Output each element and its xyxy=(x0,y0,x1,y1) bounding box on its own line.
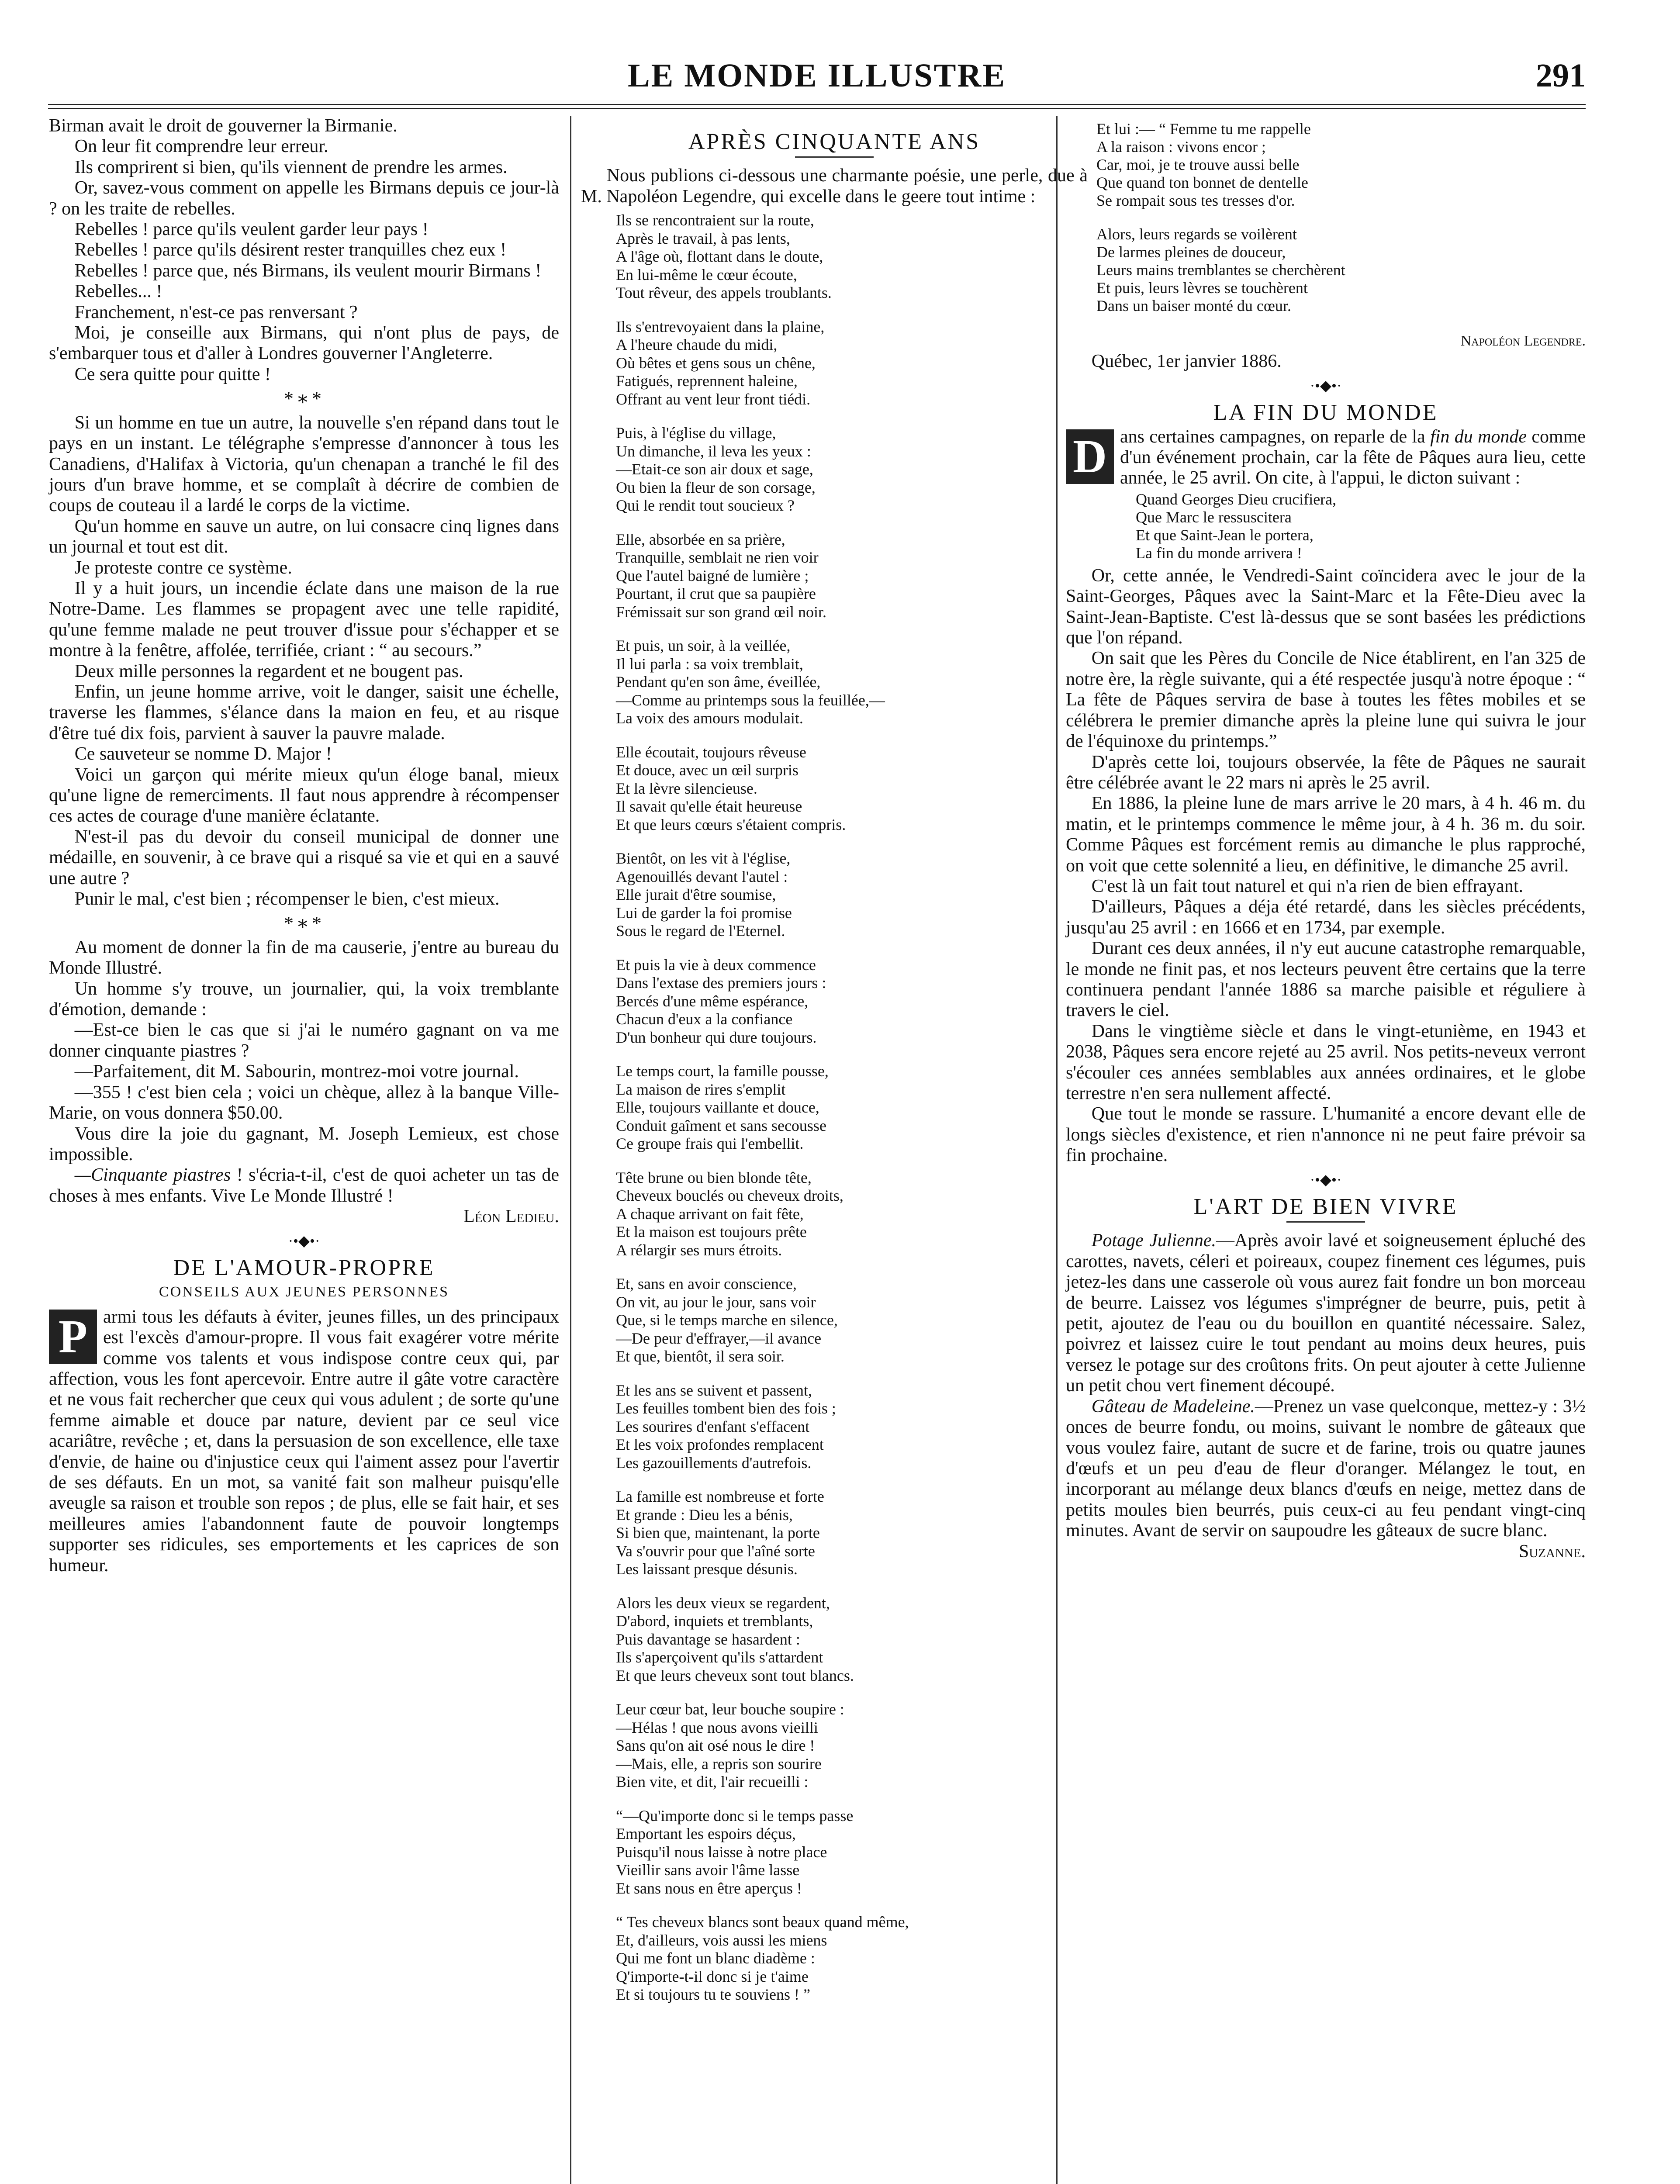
paragraph: N'est-il pas du devoir du conseil municipal de donner une médaille, en souvenir, à ce brave qui a risqué sa vie et qui en a sauvé une autre ? xyxy=(49,826,559,888)
author-signature: Suzanne. xyxy=(1518,1541,1586,1562)
paragraph: Un homme s'y trouve, un journalier, qui, la voix tremblante d'émotion, demande : xyxy=(49,978,559,1020)
article-title: LA FIN DU MONDE xyxy=(1213,400,1438,425)
article-title: DE L'AMOUR-PROPRE xyxy=(173,1255,435,1280)
poem-stanza xyxy=(616,531,1088,622)
poem-line: On vit, au jour le jour, sans voir xyxy=(616,1293,816,1311)
poem-line: Pendant qu'en son âme, éveillée, xyxy=(616,673,821,691)
poem-line: Ou bien la fleur de son corsage, xyxy=(616,478,816,496)
paragraph xyxy=(1066,427,1586,489)
poem-line: Elle écoutait, toujours rêveuse xyxy=(616,743,806,761)
poem xyxy=(616,211,1088,2004)
recipe-title: Gâteau de Madeleine. xyxy=(1091,1396,1255,1417)
poem-stanza xyxy=(616,850,1088,940)
poem-line: Et puis la vie à deux commence xyxy=(616,956,816,974)
drop-cap: P xyxy=(49,1310,97,1364)
article-subtitle: CONSEILS AUX JEUNES PERSONNES xyxy=(159,1284,449,1300)
paragraph-text: comme d'un événement prochain, car la fête de Pâques aura lieu, cette année, le 25 avril. On cite, à l'appui, le dicton suivant : xyxy=(1120,426,1586,488)
poem-line: Les gazouillements d'autrefois. xyxy=(616,1454,812,1472)
paragraph: D'ailleurs, Pâques a déja été retardé, dans les siècles précédents, jusqu'au 25 avril : en 1666 et en 1734, par exemple. xyxy=(1066,897,1586,938)
column-1 xyxy=(49,116,559,1576)
poem-line: Emportant les espoirs déçus, xyxy=(616,1825,796,1843)
paragraph: Nous publions ci-dessous une charmante poésie, une perle, due à M. Napoléon Legendre, qui excelle dans le geere tout intime : xyxy=(581,166,1088,207)
poem-stanza xyxy=(616,1807,1088,1898)
paragraph xyxy=(49,1165,559,1206)
poem-line: Tout rêveur, des appels troublants. xyxy=(616,284,832,302)
poem-line: Et que, bientôt, il sera soir. xyxy=(616,1348,785,1365)
title-rule xyxy=(795,156,874,158)
poem-line: Et, sans en avoir conscience, xyxy=(616,1275,797,1293)
newspaper-title: LE MONDE ILLUSTRE xyxy=(627,57,1006,94)
poem-line: La voix des amours modulait. xyxy=(616,709,803,727)
poem-line: Ce groupe frais qui l'embellit. xyxy=(616,1135,804,1153)
poem-line: Elle, absorbée en sa prière, xyxy=(616,530,785,548)
author-signature: Léon Ledieu. xyxy=(463,1206,559,1227)
poem-stanza xyxy=(616,637,1088,728)
poem-line: Et puis, leurs lèvres se touchèrent xyxy=(1096,279,1308,297)
verse-line: Que Marc le ressuscitera xyxy=(1136,508,1292,526)
paragraph: D'après cette loi, toujours observée, la fête de Pâques ne saurait être célébrée avant le 22 mars ni après le 25 avril. xyxy=(1066,752,1586,793)
column-divider-1 xyxy=(570,116,571,2184)
paragraph: C'est là un fait tout naturel et qui n'a rien de bien effrayant. xyxy=(1091,876,1523,896)
poem-line: Il lui parla : sa voix tremblait, xyxy=(616,655,803,673)
poem-stanza xyxy=(616,211,1088,302)
poem-line: “ Tes cheveux blancs sont beaux quand même, xyxy=(616,1913,909,1931)
verse-line: Quand Georges Dieu crucifiera, xyxy=(1136,490,1337,508)
poem-line: Dans un baiser monté du cœur. xyxy=(1096,297,1291,314)
poem-line: Conduit gaîment et sans secousse xyxy=(616,1116,826,1134)
article-title: APRÈS CINQUANTE ANS xyxy=(688,129,981,154)
paragraph: Rebelles ! parce que, nés Birmans, ils veulent mourir Birmans ! xyxy=(74,260,542,281)
paragraph: Moi, je conseille aux Birmans, qui n'ont plus de pays, de s'embarquer tous et d'aller à Londres gouverner l'Angleterre. xyxy=(49,323,559,364)
poem-line: Qui le rendit tout soucieux ? xyxy=(616,497,795,515)
poem-line: Et les voix profondes remplacent xyxy=(616,1436,824,1454)
poem-line: Un dimanche, il leva les yeux : xyxy=(616,442,811,460)
poem-line: Et la lèvre silencieuse. xyxy=(616,779,757,797)
poem-line: A l'âge où, flottant dans le doute, xyxy=(616,248,823,266)
poem-line: Ils s'aperçoivent qu'ils s'attardent xyxy=(616,1648,823,1666)
paragraph: —Est-ce bien le cas que si j'ai le numéro gagnant on va me donner cinquante piastres ? xyxy=(49,1020,559,1061)
italic-phrase: —Cinquante piastres xyxy=(74,1165,231,1185)
paragraph: Au moment de donner la fin de ma causerie, j'entre au bureau du Monde Illustré. xyxy=(49,937,559,978)
poem-line: —Etait-ce son air doux et sage, xyxy=(616,460,813,478)
paragraph xyxy=(1066,1230,1586,1396)
column-3 xyxy=(1066,116,1586,1562)
paragraph xyxy=(1066,1396,1586,1541)
poem-line: Frémissait sur son grand œil noir. xyxy=(616,603,826,621)
poem-line: Puisqu'il nous laisse à notre place xyxy=(616,1843,827,1861)
paragraph: Je proteste contre ce système. xyxy=(74,557,292,578)
paragraph-text: ! s'écria-t-il, c'est de quoi acheter un tas de choses à mes enfants. Vive Le Monde Illustré ! xyxy=(49,1165,559,1206)
paragraph: Ce sera quitte pour quitte ! xyxy=(74,364,271,384)
poem-line: De larmes pleines de douceur, xyxy=(1096,243,1286,261)
paragraph: —355 ! c'est bien cela ; voici un chèque, allez à la banque Ville-Marie, on vous donnera $50.00. xyxy=(49,1082,559,1123)
poem-line: Les laissant presque désunis. xyxy=(616,1560,798,1578)
poem-line: Leurs mains tremblantes se cherchèrent xyxy=(1096,261,1345,279)
paragraph: Durant ces deux années, il n'y eut aucune catastrophe remarquable, le monde ne finit pas, et nos lecteurs peuvent être certains que la terre continuera pendant l'année 1886 sa marche paisible et réguliere à travers le ciel. xyxy=(1066,938,1586,1021)
paragraph: En 1886, la pleine lune de mars arrive le 20 mars, à 4 h. 46 m. du matin, et le printemps commence le même jour, à 4 h. 36 m. du soir. Comme Pâques est forcément remis au dimanche le plus rapproché, on voit que cette solennité a lieu, en définitive, le dimanche 25 avril. xyxy=(1066,793,1586,876)
page-number: 291 xyxy=(1536,57,1586,94)
poem-line: D'un bonheur qui dure toujours. xyxy=(616,1028,817,1046)
paragraph: Il y a huit jours, un incendie éclate dans une maison de la rue Notre-Dame. Les flammes se propagent avec une telle rapidité, qu'une femme malade ne peut trouver d'issue pour s'échapper et se montre à la fenêtre, affolée, terrifiée, criant : “ au secours.” xyxy=(49,578,559,661)
poem-line: Que, si le temps marche en silence, xyxy=(616,1311,838,1329)
poem-stanza xyxy=(616,424,1088,515)
poem-line: Bercés d'une même espérance, xyxy=(616,992,809,1010)
poem-line: Et que leurs cheveux sont tout blancs. xyxy=(616,1666,854,1684)
poem-line: Bien vite, et dit, l'air recueilli : xyxy=(616,1773,809,1791)
poem-stanza xyxy=(616,1169,1088,1260)
paragraph-text: —Prenez un vase quelconque, mettez-y : 3½ onces de beurre fondu, ou moins, suivant le nombre de gâteaux que vous voulez faire, autant de sucre et de farine, trois ou quatre jaunes d'œufs et un peu d'eau de fleur d'oranger. Mélangez le tout, en incorporant au mélange deux blancs d'œufs en neige, mettez dans de petits moules bien beurrés, puis ceux-ci au feu pendant vingt-cinq minutes. Avant de servir on saupoudre les gâteaux de sucre blanc. xyxy=(1066,1396,1586,1541)
poem-line: Elle, toujours vaillante et douce, xyxy=(616,1099,819,1116)
poem-line: Et, d'ailleurs, vois aussi les miens xyxy=(616,1931,827,1949)
poem-stanza xyxy=(616,956,1088,1047)
poem-line: Où bêtes et gens sous un chêne, xyxy=(616,354,816,372)
paragraph: Punir le mal, c'est bien ; récompenser le bien, c'est mieux. xyxy=(74,889,500,909)
poem-stanza xyxy=(1096,120,1586,210)
poem-line: D'abord, inquiets et tremblants, xyxy=(616,1612,813,1630)
section-break-stars: *∗* xyxy=(284,388,324,410)
paragraph: Voici un garçon qui mérite mieux qu'un éloge banal, mieux qu'une ligne de remerciments. Il faut nous apprendre à récompenser ces actes de courage d'une manière éclatante. xyxy=(49,764,559,826)
section-break-stars: *∗* xyxy=(284,912,324,934)
ornament-separator: ·•◆•· xyxy=(288,1233,320,1249)
poem-line: A l'heure chaude du midi, xyxy=(616,336,778,354)
poem-line: Offrant au vent leur front tiédi. xyxy=(616,390,811,408)
paragraph: Rebelles ! parce qu'ils désirent rester tranquilles chez eux ! xyxy=(74,240,507,260)
ornament-separator: ·•◆•· xyxy=(1310,377,1342,394)
poem-line: Va s'ouvrir pour que l'aîné sorte xyxy=(616,1542,815,1560)
paragraph xyxy=(49,1307,559,1576)
poem-line: Que quand ton bonnet de dentelle xyxy=(1096,174,1308,191)
poem-line: Alors les deux vieux se regardent, xyxy=(616,1594,830,1612)
column-2 xyxy=(581,116,1088,2020)
poem-line: A la raison : vivons encor ; xyxy=(1096,138,1266,156)
paragraph-text: armi tous les défauts à éviter, jeunes filles, un des principaux est l'excès d'amour-propre. Il vous fait exagérer votre mérite comme vos talents et vous indispose contre ceux qui, par affection, vous les font apercevoir. Entre autre il gâte votre caractère et ne vous fait rechercher que ceux qui vous adulent ; de sorte qu'une femme aimable et douce par nature, devient par ce seul vice acariâtre, revêche ; et, dans la persuasion de son excellence, elle taxe d'envie, de haine ou d'injustice ceux qui l'aiment assez pour l'avertir de ses défauts. En un mot, sa vanité fait son malheur puisqu'elle aveugle sa raison et trouble son repos ; de plus, elle se fait hair, et ses meilleures amies l'abandonnent faute de pouvoir longtemps supporter ses ridicules, ses emportements et les caprices de son humeur. xyxy=(49,1306,559,1576)
poem-line: Et lui :— “ Femme tu me rappelle xyxy=(1096,120,1311,138)
poem-line: Ils se rencontraient sur la route, xyxy=(616,211,814,229)
poem-stanza xyxy=(616,1700,1088,1791)
paragraph: On leur fit comprendre leur erreur. xyxy=(74,136,328,157)
paragraph: Dans le vingtième siècle et dans le vingt-etunième, en 1943 et 2038, Pâques sera encore rejeté au 25 avril. Nos petits-neveux verront s'écouler ces années semblables aux années ordinaires, et le globe terrestre n'en sera nullement affecté. xyxy=(1066,1021,1586,1103)
poem-line: Bientôt, on les vit à l'église, xyxy=(616,850,791,867)
poem-line: Alors, leurs regards se voilèrent xyxy=(1096,225,1297,243)
poem-line: Tête brune ou bien blonde tête, xyxy=(616,1168,812,1186)
poem-line: Puis, à l'église du village, xyxy=(616,424,776,442)
poem-line: Et que leurs cœurs s'étaient compris. xyxy=(616,816,846,833)
poem-line: Et douce, avec un œil surpris xyxy=(616,761,799,779)
poem-line: Se rompait sous tes tresses d'or. xyxy=(1096,192,1295,209)
paragraph: Ils comprirent si bien, qu'ils viennent de prendre les armes. xyxy=(74,157,508,177)
paragraph: Rebelles... ! xyxy=(74,281,162,302)
poem-line: Si bien que, maintenant, la porte xyxy=(616,1524,820,1542)
poem-line: Les sourires d'enfant s'effacent xyxy=(616,1417,810,1435)
poem-line: Q'importe-t-il donc si je t'aime xyxy=(616,1967,809,1985)
paragraph: Deux mille personnes la regardent et ne bougent pas. xyxy=(74,661,463,681)
poem-line: Sans qu'on ait osé nous le dire ! xyxy=(616,1737,815,1755)
poem-stanza xyxy=(616,1488,1088,1579)
paragraph-text: —Après avoir lavé et soigneusement épluché des carottes, navets, céleri et poireaux, coupez finement ces légumes, puis jetez-les dans une casserole où vous aurez fait fondre un bon morceau de beurre. Laissez vos légumes s'imprégner de beurre, puis, petit à petit, ajoutez de l'eau ou du bouillon en quantité nécessaire. Salez, poivrez et laissez cuire le tout pendant au moins deux heures, puis versez le potage sur des croûtons frits. On peut ajouter à cette Julienne un petit chou vert finement découpé. xyxy=(1066,1230,1586,1396)
poem-line: Vieillir sans avoir l'âme lasse xyxy=(616,1861,800,1879)
paragraph: —Parfaitement, dit M. Sabourin, montrez-moi votre journal. xyxy=(74,1061,519,1082)
poem-line: Et la maison est toujours prête xyxy=(616,1223,807,1241)
poem-line: Il savait qu'elle était heureuse xyxy=(616,798,802,816)
poem-line: Et les ans se suivent et passent, xyxy=(616,1381,812,1399)
poem-line: Fatigués, reprennent haleine, xyxy=(616,372,798,390)
poem-line: Agenouillés devant l'autel : xyxy=(616,867,788,885)
paragraph-text: ans certaines campagnes, on reparle de la xyxy=(1120,426,1431,447)
poem-line: Leur cœur bat, leur bouche soupire : xyxy=(616,1700,844,1718)
title-rule xyxy=(1286,1221,1365,1223)
poem-line: Pourtant, il crut que sa paupière xyxy=(616,585,816,603)
paragraph: Ce sauveteur se nomme D. Major ! xyxy=(74,744,332,764)
poem-stanza xyxy=(616,1382,1088,1472)
poem-stanza xyxy=(616,1594,1088,1685)
paragraph: Or, cette année, le Vendredi-Saint coïncidera avec le jour de la Saint-Georges, Pâques avec la Saint-Marc et la Fête-Dieu avec la Saint-Jean-Baptiste. C'est là-dessus que se sont basées les prédictions que l'on répand. xyxy=(1066,565,1586,648)
poem-line: A chaque arrivant on fait fête, xyxy=(616,1205,804,1223)
poem-stanza xyxy=(616,1275,1088,1366)
paragraph: Enfin, un jeune homme arrive, voit le danger, saisit une échelle, traverse les flammes, s'élance dans la maion en feu, et au risque d'être tué dix fois, parvient à sauver la pauvre malade. xyxy=(49,681,559,743)
poem-stanza xyxy=(1096,225,1586,315)
verse-line: La fin du monde arrivera ! xyxy=(1136,544,1302,562)
poem-line: Que l'autel baigné de lumière ; xyxy=(616,567,809,584)
poem-line: Puis davantage se hasardent : xyxy=(616,1630,800,1648)
poem-line: Et puis, un soir, à la veillée, xyxy=(616,637,791,655)
masthead xyxy=(48,57,1586,100)
poem-line: Elle jurait d'être soumise, xyxy=(616,886,776,904)
poem-line: Le temps court, la famille pousse, xyxy=(616,1062,829,1080)
poem-line: La maison de rires s'emplit xyxy=(616,1080,786,1098)
poem-line: Les feuilles tombent bien des fois ; xyxy=(616,1400,836,1417)
paragraph: On sait que les Pères du Concile de Nice établirent, en l'an 325 de notre ère, la règle suivante, qui a été respectée jusqu'à notre époque : “ La fête de Pâques servira de base à toutes les fêtes mobiles et se célébrera le premier dimanche après la pleine lune qui suivra le jour de l'équinoxe du printemps.” xyxy=(1066,648,1586,752)
poem-line: Chacun d'eux a la confiance xyxy=(616,1010,793,1028)
poem-line: —Comme au printemps sous la feuillée,— xyxy=(616,691,885,709)
poem-line: Et grande : Dieu les a bénis, xyxy=(616,1506,793,1524)
poem-line: Car, moi, je te trouve aussi belle xyxy=(1096,156,1300,173)
poem-line: —De peur d'effrayer,—il avance xyxy=(616,1329,822,1347)
poem-stanza xyxy=(616,743,1088,834)
poem-line: —Mais, elle, a repris son sourire xyxy=(616,1755,822,1773)
poem-line: En lui-même le cœur écoute, xyxy=(616,266,797,283)
paragraph: Vous dire la joie du gagnant, M. Joseph Lemieux, est chose impossible. xyxy=(49,1123,559,1165)
italic-phrase: fin du monde xyxy=(1430,426,1527,447)
dicton-verse xyxy=(1136,491,1586,562)
poem-line: Qui me font un blanc diadème : xyxy=(616,1949,815,1967)
paragraph: Franchement, n'est-ce pas renversant ? xyxy=(74,302,358,322)
drop-cap: D xyxy=(1066,429,1114,484)
poem-signature: Napoléon Legendre. xyxy=(1460,333,1586,349)
paragraph: Si un homme en tue un autre, la nouvelle s'en répand dans tout le pays en un instant. Le télégraphe s'empresse d'annoncer à tous les Canadiens, d'Halifax à Victoria, qu'un chenapan a tranché le fil des jours d'un brave homme, et se complaît à décrire de combien de coups de couteau il a lardé le corps de la victime. xyxy=(49,412,559,516)
header-rule xyxy=(48,104,1586,109)
poem-date: Québec, 1er janvier 1886. xyxy=(1091,351,1282,372)
poem-line: Ils s'entrevoyaient dans la plaine, xyxy=(616,318,825,335)
poem-line: Sous le regard de l'Eternel. xyxy=(616,922,785,940)
poem-line: —Hélas ! que nous avons vieilli xyxy=(616,1718,818,1736)
poem-stanza xyxy=(616,318,1088,409)
article-title: L'ART DE BIEN VIVRE xyxy=(1193,1194,1458,1220)
poem-line: A rélargir ses murs étroits. xyxy=(616,1241,782,1259)
poem-line: Tranquille, semblait ne rien voir xyxy=(616,549,819,567)
poem-line: Cheveux bouclés ou cheveux droits, xyxy=(616,1187,843,1205)
poem-stanza xyxy=(616,1062,1088,1153)
recipe-title: Potage Julienne. xyxy=(1091,1230,1217,1251)
poem-continuation xyxy=(1096,120,1586,315)
poem-line: Lui de garder la foi promise xyxy=(616,904,792,922)
poem-line: Et si toujours tu te souviens ! ” xyxy=(616,1986,810,2004)
poem-line: La famille est nombreuse et forte xyxy=(616,1488,824,1506)
poem-line: Après le travail, à pas lents, xyxy=(616,229,790,247)
poem-stanza xyxy=(616,1913,1088,2004)
paragraph: Qu'un homme en sauve un autre, on lui consacre cinq lignes dans un journal et tout est dit. xyxy=(49,516,559,557)
paragraph: Birman avait le droit de gouverner la Birmanie. xyxy=(49,116,398,136)
paragraph: Que tout le monde se rassure. L'humanité a encore devant elle de longs siècles d'existence, et rien n'annonce ni ne peut faire prévoir sa fin prochaine. xyxy=(1066,1104,1586,1166)
paragraph: Or, savez-vous comment on appelle les Birmans depuis ce jour-là ? on les traite de rebelles. xyxy=(49,178,559,219)
poem-line: Dans l'extase des premiers jours : xyxy=(616,974,826,992)
poem-line: “—Qu'importe donc si le temps passe xyxy=(616,1807,854,1825)
verse-line: Et que Saint-Jean le portera, xyxy=(1136,526,1314,544)
paragraph: Rebelles ! parce qu'ils veulent garder leur pays ! xyxy=(74,219,429,240)
ornament-separator: ·•◆•· xyxy=(1310,1171,1342,1188)
poem-line: Et sans nous en être aperçus ! xyxy=(616,1879,802,1897)
